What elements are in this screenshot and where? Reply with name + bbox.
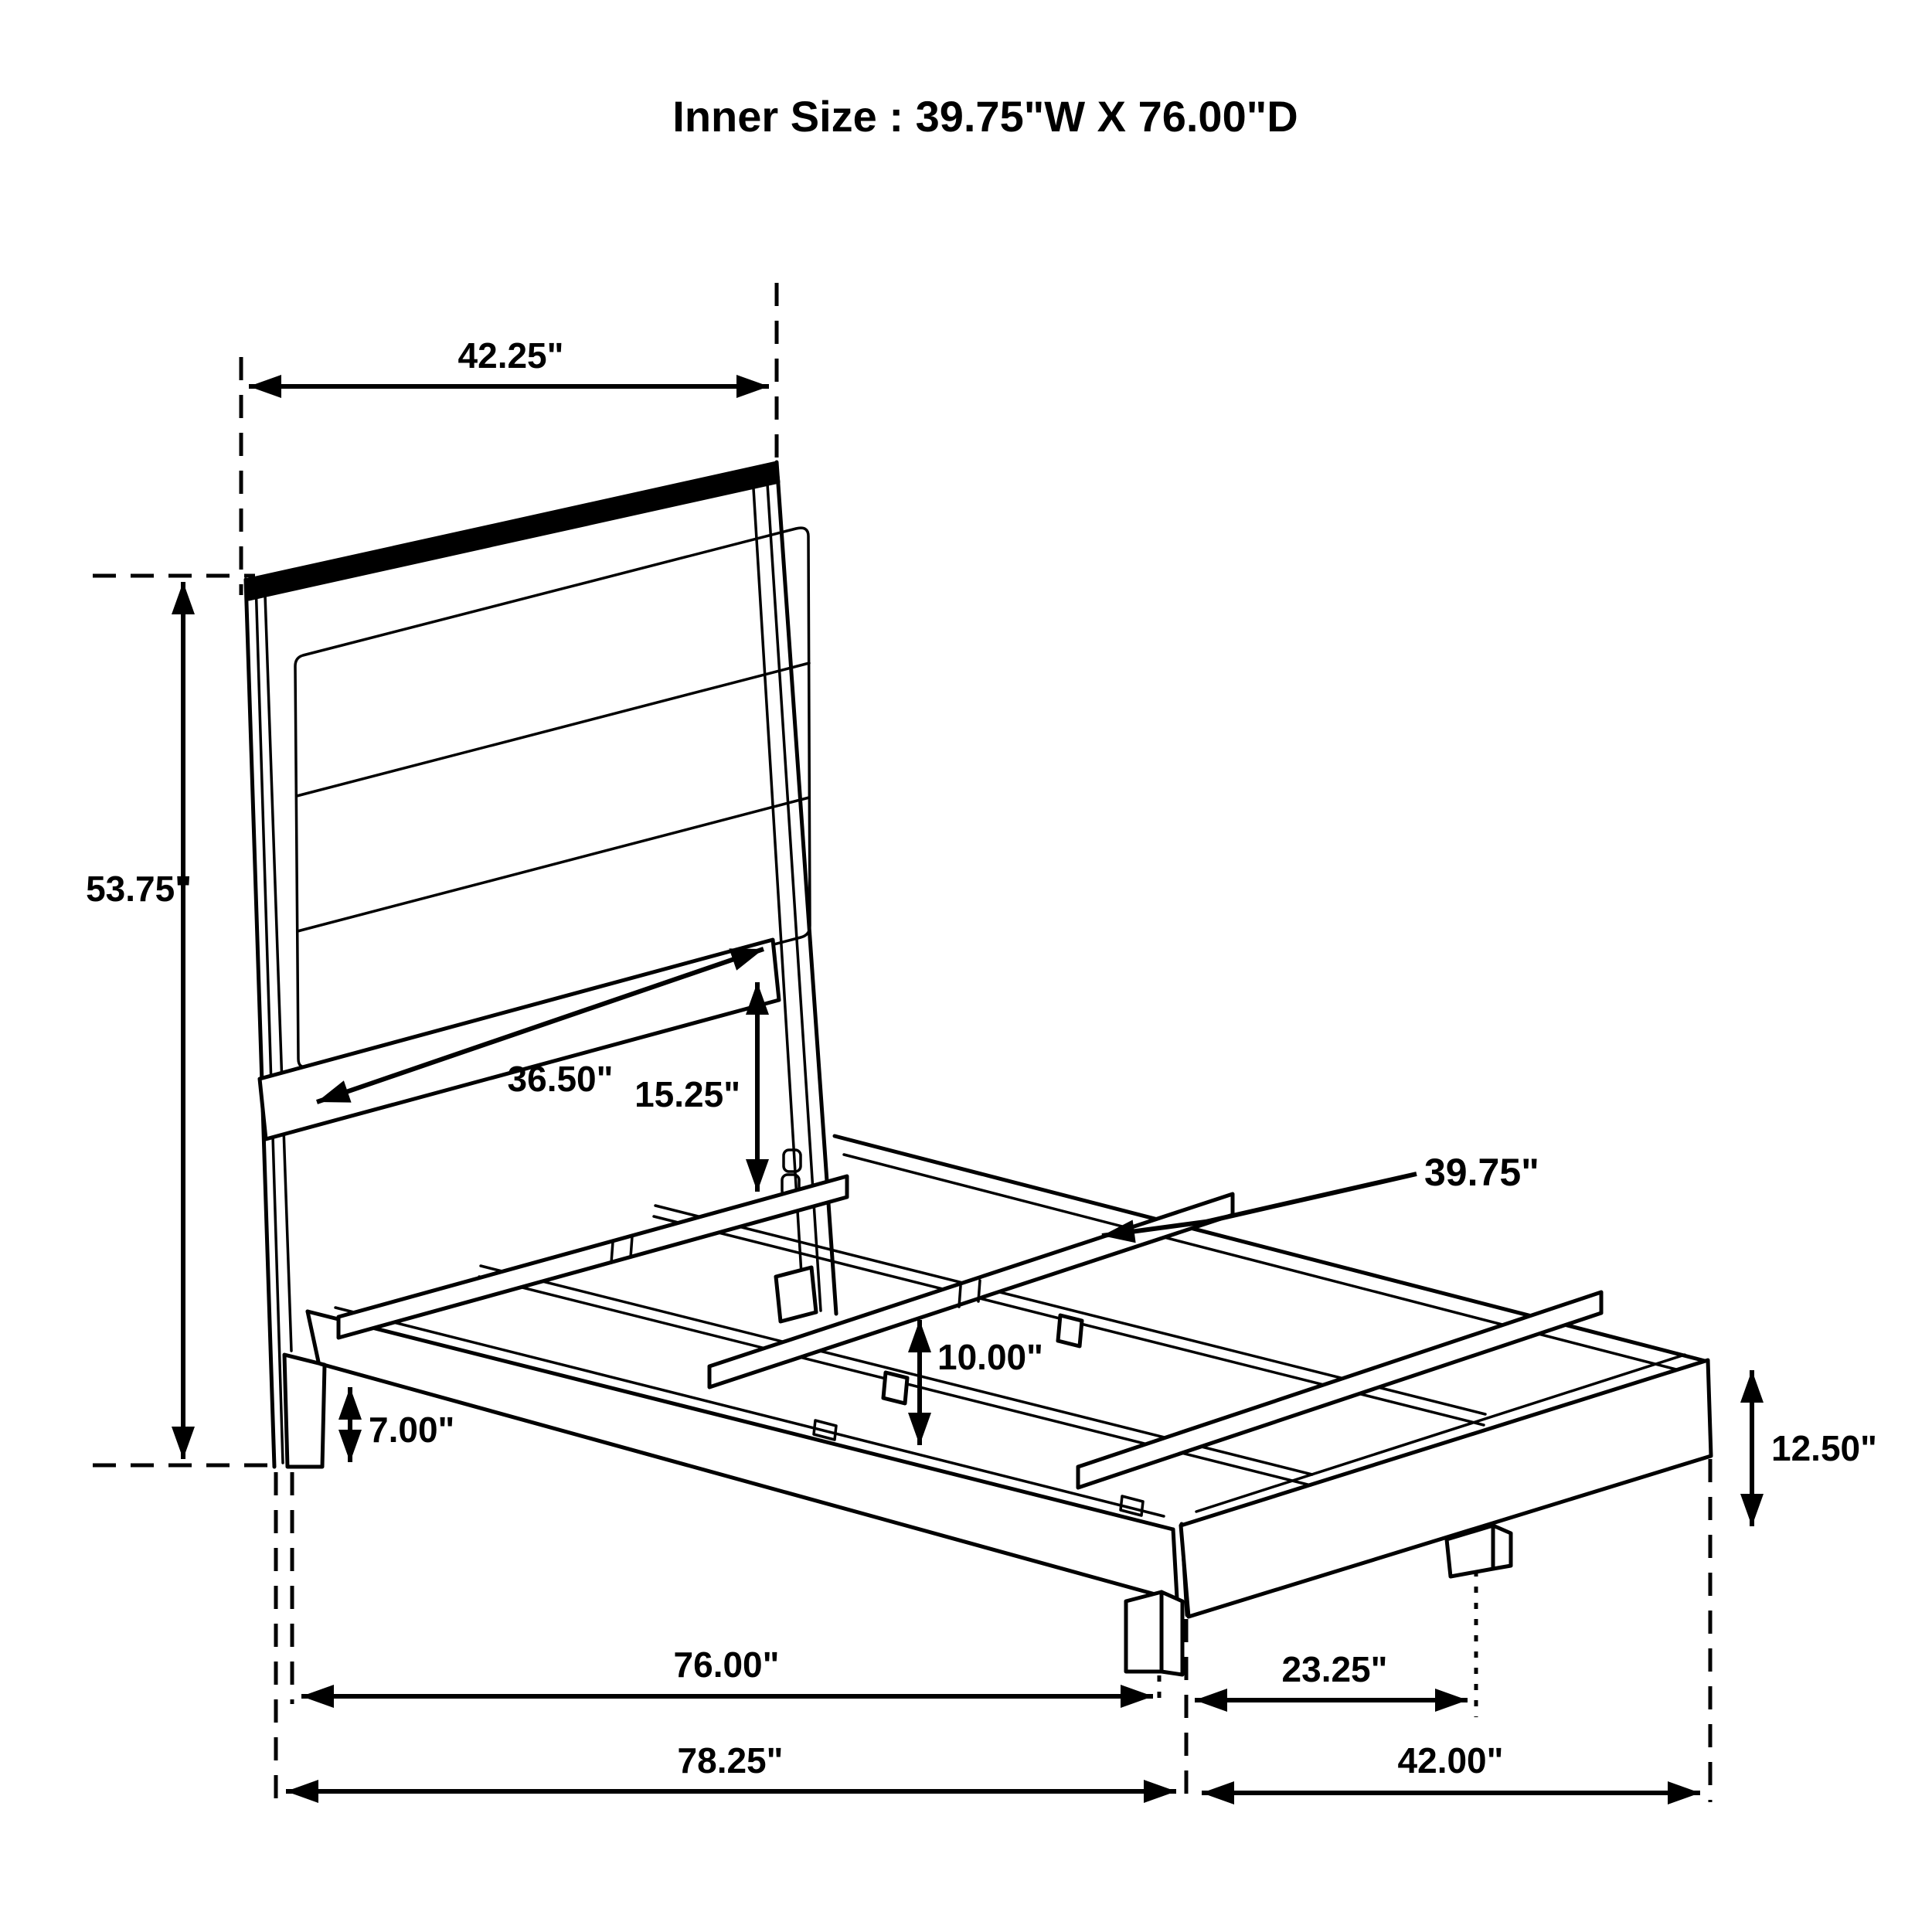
dim-label-frame-clearance: 7.00": [369, 1410, 455, 1450]
dim-overall-length: [276, 1472, 1186, 1804]
dim-headboard-width: [241, 283, 777, 595]
panel-seam-lower: [298, 798, 809, 931]
headboard: [246, 462, 836, 1467]
dim-label-headboard-height: 53.75": [86, 869, 192, 909]
headboard-top-band: [246, 462, 779, 600]
dim-label-slat-height: 10.00": [937, 1337, 1043, 1377]
dim-slat-height: [920, 1320, 1043, 1445]
dim-label-overall-width: 42.00": [1397, 1740, 1504, 1781]
foot-rail-face: [1181, 1360, 1711, 1617]
dim-label-rail-to-deck: 15.25": [634, 1074, 740, 1114]
dim-label-inner-length: 76.00": [673, 1645, 780, 1685]
side-rail-bottom-edge: [321, 1364, 1175, 1600]
dim-side-rail-height: [1752, 1370, 1877, 1526]
headboard-right-post-foot: [776, 1267, 816, 1321]
bed-frame: [308, 1136, 1711, 1675]
back-rail-edge: [835, 1136, 1708, 1362]
page-title: Inner Size : 39.75"W X 76.00"D: [672, 92, 1298, 141]
dim-label-headboard-width: 42.25": [457, 335, 564, 376]
dim-label-headboard-inner-width: 36.50": [507, 1059, 614, 1099]
dim-label-side-rail-height: 12.50": [1771, 1428, 1877, 1468]
front-corner-leg: [1126, 1592, 1182, 1675]
dim-label-overall-length: 78.25": [677, 1740, 784, 1781]
dim-label-inner-width: 39.75": [1424, 1151, 1539, 1194]
dim-inner-length: [292, 1472, 1159, 1708]
panel-seam-upper: [297, 663, 809, 796]
headboard-leg: [284, 1355, 325, 1467]
cross-slat-headboard: [338, 1176, 847, 1338]
dim-label-foot-leg-offset: 23.25": [1281, 1649, 1388, 1689]
